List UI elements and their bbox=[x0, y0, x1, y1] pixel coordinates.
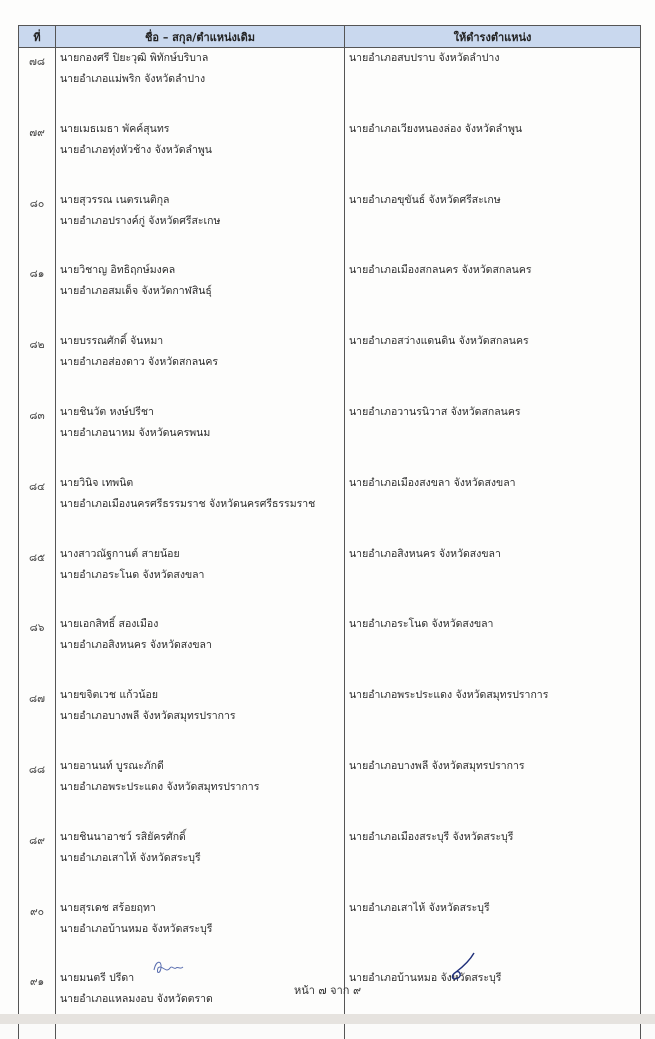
table-row bbox=[19, 190, 641, 261]
old-position: นายอำเภอนาหม จังหวัดนครพนม bbox=[60, 426, 211, 439]
name-old-position-cell bbox=[56, 48, 345, 119]
old-position: นายอำเภอพระประแดง จังหวัดสมุทรปราการ bbox=[60, 780, 260, 793]
person-name: นางสาวณัฐกานต์ สายน้อย bbox=[60, 547, 180, 560]
person-name: นายชินวัต หงษ์ปรีชา bbox=[60, 405, 154, 418]
person-name: นายวิชาญ อิทธิฤกษ์มงคล bbox=[60, 264, 176, 277]
name-old-position-cell bbox=[56, 402, 345, 473]
person-name: นายกองศรี ปิยะวุฒิ พิทักษ์บริบาล bbox=[60, 52, 209, 64]
new-position-cell bbox=[345, 544, 641, 615]
row-number: ๘๗ bbox=[19, 685, 56, 756]
new-position: นายอำเภอเสาไห้ จังหวัดสระบุรี bbox=[349, 901, 490, 914]
person-name: นายชินนาอาชว์ รสิยัครศักดิ์ bbox=[60, 830, 186, 843]
row-number: ๗๙ bbox=[19, 119, 56, 190]
new-position-cell bbox=[345, 898, 641, 969]
name-old-position-cell bbox=[56, 756, 345, 827]
row-number: ๗๘ bbox=[19, 48, 56, 119]
new-position-cell bbox=[345, 968, 641, 1039]
new-position: นายอำเภอเวียงหนองล่อง จังหวัดลำพูน bbox=[349, 122, 523, 135]
row-number: ๘๒ bbox=[19, 331, 56, 402]
table-row bbox=[19, 260, 641, 331]
old-position: นายอำเภอสมเด็จ จังหวัดกาฬสินธุ์ bbox=[60, 285, 212, 298]
new-position-cell bbox=[345, 331, 641, 402]
header-new-position: ให้ดำรงตำแหน่ง bbox=[345, 26, 641, 48]
table-row bbox=[19, 331, 641, 402]
name-old-position-cell bbox=[56, 119, 345, 190]
name-old-position-cell bbox=[56, 544, 345, 615]
old-position: นายอำเภอเสาไห้ จังหวัดสระบุรี bbox=[60, 851, 201, 864]
row-number: ๘๘ bbox=[19, 756, 56, 827]
old-position: นายอำเภอบางพลี จังหวัดสมุทรปราการ bbox=[60, 710, 236, 723]
table-row bbox=[19, 968, 641, 1039]
new-position: นายอำเภอบางพลี จังหวัดสมุทรปราการ bbox=[349, 759, 525, 772]
new-position-cell bbox=[345, 614, 641, 685]
new-position-cell bbox=[345, 260, 641, 331]
table-row bbox=[19, 48, 641, 119]
name-old-position-cell bbox=[56, 260, 345, 331]
table-row bbox=[19, 685, 641, 756]
header-no: ที่ bbox=[19, 26, 56, 48]
new-position-cell bbox=[345, 685, 641, 756]
new-position: นายอำเภอเมืองสระบุรี จังหวัดสระบุรี bbox=[349, 830, 514, 843]
old-position: นายอำเภอส่องดาว จังหวัดสกลนคร bbox=[60, 356, 218, 369]
appointment-table bbox=[18, 25, 641, 1039]
row-number: ๘๔ bbox=[19, 473, 56, 544]
old-position: นายอำเภอเมืองนครศรีธรรมราช จังหวัดนครศรีธรรมราช bbox=[60, 497, 316, 510]
name-old-position-cell bbox=[56, 190, 345, 261]
table-row bbox=[19, 898, 641, 969]
row-number: ๘๐ bbox=[19, 190, 56, 261]
new-position: นายอำเภอเมืองสงขลา จังหวัดสงขลา bbox=[349, 476, 516, 489]
new-position-cell bbox=[345, 119, 641, 190]
row-number: ๘๖ bbox=[19, 614, 56, 685]
old-position: นายอำเภอบ้านหมอ จังหวัดสระบุรี bbox=[60, 922, 213, 935]
new-position: นายอำเภอระโนด จังหวัดสงขลา bbox=[349, 618, 494, 631]
header-name: ชื่อ – สกุล/ตำแหน่งเดิม bbox=[56, 26, 345, 48]
table-row bbox=[19, 827, 641, 898]
person-name: นายสุวรรณ เนตรเนติกุล bbox=[60, 193, 170, 206]
new-position: นายอำเภอเมืองสกลนคร จังหวัดสกลนคร bbox=[349, 264, 532, 277]
new-position-cell bbox=[345, 827, 641, 898]
person-name: นายขจิตเวช แก้วน้อย bbox=[60, 689, 158, 702]
new-position-cell bbox=[345, 190, 641, 261]
name-old-position-cell bbox=[56, 827, 345, 898]
new-position: นายอำเภอสิงหนคร จังหวัดสงขลา bbox=[349, 547, 501, 560]
row-number: ๙๐ bbox=[19, 898, 56, 969]
person-name: นายเอกสิทธิ์ สองเมือง bbox=[60, 618, 159, 631]
row-number: ๘๑ bbox=[19, 260, 56, 331]
table-row bbox=[19, 119, 641, 190]
old-position: นายอำเภอทุ่งหัวช้าง จังหวัดลำพูน bbox=[60, 143, 212, 156]
row-number: ๘๕ bbox=[19, 544, 56, 615]
name-old-position-cell bbox=[56, 968, 345, 1039]
new-position: นายอำเภอขุขันธ์ จังหวัดศรีสะเกษ bbox=[349, 193, 501, 206]
table-row bbox=[19, 473, 641, 544]
old-position: นายอำเภอแหลมงอบ จังหวัดตราด bbox=[60, 993, 213, 1006]
name-old-position-cell bbox=[56, 331, 345, 402]
table-row bbox=[19, 544, 641, 615]
new-position: นายอำเภอสบปราบ จังหวัดลำปาง bbox=[349, 52, 500, 64]
initial-signature-right bbox=[448, 950, 478, 982]
person-name: นายสุรเดช สร้อยฤทา bbox=[60, 901, 156, 914]
page-number: หน้า ๗ จาก ๙ bbox=[293, 984, 362, 997]
old-position: นายอำเภอแม่พริก จังหวัดลำปาง bbox=[60, 73, 206, 85]
new-position: นายอำเภอบ้านหมอ จังหวัดสระบุรี bbox=[349, 972, 502, 985]
table-row bbox=[19, 756, 641, 827]
name-old-position-cell bbox=[56, 473, 345, 544]
name-old-position-cell bbox=[56, 685, 345, 756]
person-name: นายอานนท์ บูรณะภักดี bbox=[60, 759, 164, 772]
old-position: นายอำเภอปรางค์กู่ จังหวัดศรีสะเกษ bbox=[60, 214, 221, 227]
new-position-cell bbox=[345, 473, 641, 544]
old-position: นายอำเภอระโนด จังหวัดสงขลา bbox=[60, 568, 205, 581]
new-position-cell bbox=[345, 756, 641, 827]
row-number: ๙๑ bbox=[19, 968, 56, 1039]
new-position-cell bbox=[345, 402, 641, 473]
new-position-cell bbox=[345, 48, 641, 119]
table-row bbox=[19, 614, 641, 685]
old-position: นายอำเภอสิงหนคร จังหวัดสงขลา bbox=[60, 639, 212, 652]
person-name: นายมนตรี ปรีดา bbox=[60, 972, 135, 985]
name-old-position-cell bbox=[56, 898, 345, 969]
table-row bbox=[19, 402, 641, 473]
person-name: นายเมธเมธา พัคค์สุนทร bbox=[60, 122, 170, 135]
new-position: นายอำเภอพระประแดง จังหวัดสมุทรปราการ bbox=[349, 689, 549, 702]
new-position: นายอำเภอสว่างแดนดิน จังหวัดสกลนคร bbox=[349, 335, 529, 348]
initial-signature-left bbox=[150, 956, 186, 978]
name-old-position-cell bbox=[56, 614, 345, 685]
table-header-row bbox=[19, 26, 641, 48]
row-number: ๘๓ bbox=[19, 402, 56, 473]
page-bottom-edge bbox=[0, 1014, 655, 1024]
new-position: นายอำเภอวานรนิวาส จังหวัดสกลนคร bbox=[349, 405, 521, 418]
row-number: ๘๙ bbox=[19, 827, 56, 898]
person-name: นายวินิจ เทพนิต bbox=[60, 476, 134, 489]
person-name: นายบรรณศักดิ์ จันหมา bbox=[60, 335, 164, 348]
